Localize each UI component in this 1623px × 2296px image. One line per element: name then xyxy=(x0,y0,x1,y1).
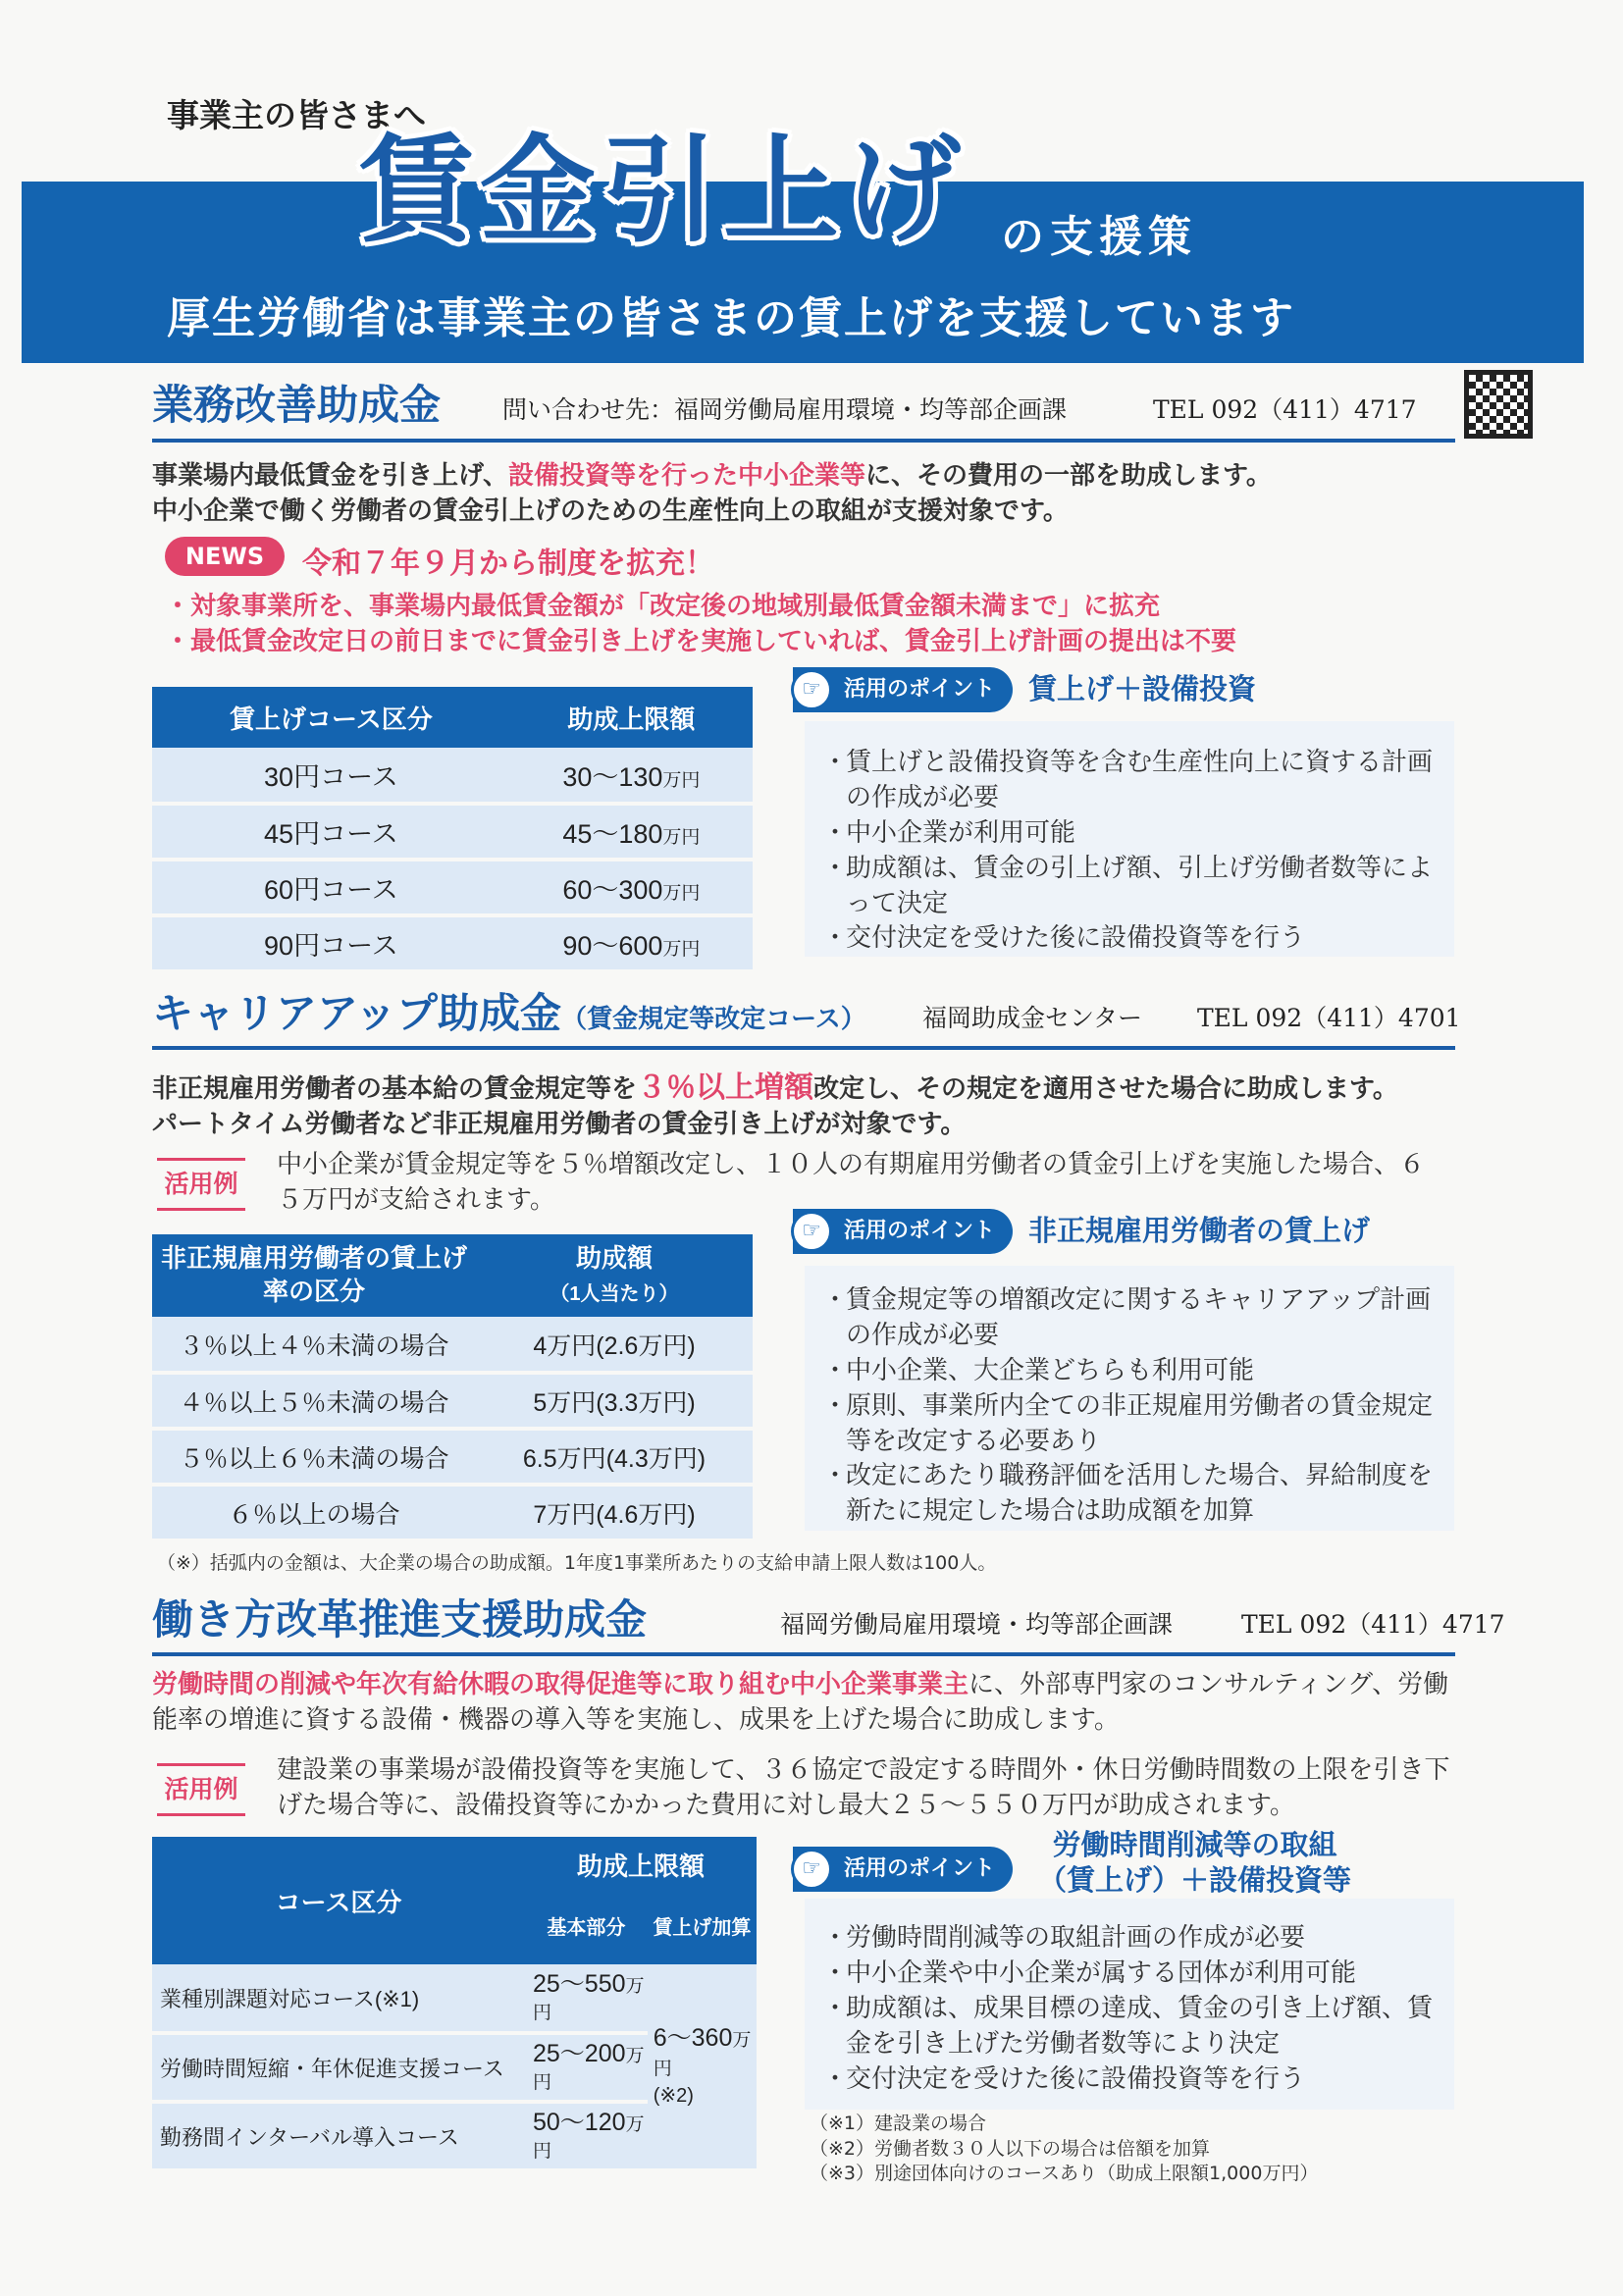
amount-unit: 万円 xyxy=(662,939,701,960)
table-row xyxy=(152,804,753,860)
rate-cell: ３％以上４％未満の場合 xyxy=(152,1317,476,1373)
table-row xyxy=(152,1373,753,1429)
sec2-note: （※）括弧内の金額は、大企業の場合の助成額。1年度1事業所あたりの支給申請上限人数は100人。 xyxy=(157,1552,997,1574)
course-cell: 60円コース xyxy=(152,860,510,915)
sec2-title: キャリアアップ助成金 xyxy=(152,989,562,1037)
add-value: 6～360 xyxy=(653,2023,733,2052)
sec2-body-b: ３％以上増額 xyxy=(637,1070,814,1105)
base-value: 25～200 xyxy=(533,2039,626,2067)
sec1-title: 業務改善助成金 xyxy=(152,381,442,429)
amount-value: 30～130 xyxy=(562,762,663,792)
amount-value: 45～180 xyxy=(562,819,663,849)
sec2-rule xyxy=(152,1046,1455,1050)
sec3-notes xyxy=(810,2112,1318,2187)
amount-cell: 5万円(3.3万円) xyxy=(476,1373,753,1429)
amount-cell xyxy=(510,915,753,971)
sec1-tel: TEL 092（411）4717 xyxy=(1153,395,1417,424)
amount-cell xyxy=(510,860,753,915)
sec2-body-2: パートタイム労働者など非正規雇用労働者の賃金引き上げが対象です。 xyxy=(152,1110,967,1140)
sec3-body-a: 労働時間の削減や年次有給休暇の取得促進等に取り組む中小企業事業主 xyxy=(152,1670,969,1699)
rate-cell: ５％以上６％未満の場合 xyxy=(152,1429,476,1485)
sec3-example-badge: 活用例 xyxy=(157,1763,245,1816)
sec2-point-list xyxy=(822,1283,1440,1530)
sec3-point-title-2: （賃上げ）＋設備投資等 xyxy=(1038,1863,1352,1898)
list-item: ・ 中小企業が利用可能 xyxy=(822,816,1450,852)
table-row xyxy=(152,748,753,804)
pointing-hand-icon: ☞ xyxy=(791,1849,832,1890)
sec1-body xyxy=(152,459,1457,530)
sec2-contact: 福岡助成金センター xyxy=(922,1004,1143,1032)
amount-unit: 万円 xyxy=(662,770,701,791)
sec1-point-badge: 活用のポイント xyxy=(793,667,1013,712)
sec2-table xyxy=(152,1234,753,1542)
rate-cell: ４％以上５％未満の場合 xyxy=(152,1373,476,1429)
sec3-header-add: 賃上げ加算 xyxy=(648,1893,757,1964)
sec3-body-b: に、外部専門家のコンサルティング、労働能率の増進に資する設備・機器の導入等を実施し、成果を上げた場合に助成します。 xyxy=(152,1670,1449,1735)
add-note: (※2) xyxy=(653,2085,694,2108)
note-line: （※3）別途団体向けのコースあり（助成上限額1,000万円） xyxy=(810,2163,1319,2185)
list-item: ・ 原則、事業所内全ての非正規雇用労働者の賃金規定等を改定する必要あり xyxy=(822,1389,1440,1460)
amount-cell: 7万円(4.6万円) xyxy=(476,1485,753,1540)
add-cell xyxy=(648,1964,757,2170)
sec1-point-title: 賃上げ＋設備投資 xyxy=(1028,672,1257,705)
amount-cell: 6.5万円(4.3万円) xyxy=(476,1429,753,1485)
course-cell: 45円コース xyxy=(152,804,510,860)
sec3-body xyxy=(152,1668,1467,1739)
table-row xyxy=(152,1429,753,1485)
sec1-body-a: 事業場内最低賃金を引き上げ、 xyxy=(152,461,508,491)
sec3-table xyxy=(152,1837,757,2172)
header-amount-sub: （1人当たり） xyxy=(550,1283,679,1305)
add-unit: 万円 xyxy=(653,2029,752,2079)
news-heading: 令和７年９月から制度を拡充！ xyxy=(302,547,714,581)
page-title: 賃金引上げ xyxy=(358,123,968,258)
sec1-body-b: 設備投資等を行った中小企業等 xyxy=(507,461,865,491)
sec3-contact: 福岡労働局雇用環境・均等部企画課 xyxy=(780,1610,1174,1639)
list-item: ・ 交付決定を受けた後に設備投資等を行う xyxy=(822,2062,1440,2098)
sec2-table-header: 非正規雇用労働者の賃上げ率の区分 xyxy=(152,1234,476,1317)
sec1-body-2: 中小企業で働く労働者の賃金引上げのための生産性向上の取組が支援対象です。 xyxy=(152,496,1069,526)
page-tagline: 厚生労働省は事業主の皆さまの賃上げを支援しています xyxy=(167,293,1295,343)
sec3-rule xyxy=(152,1652,1455,1656)
sec3-title: 働き方改革推進支援助成金 xyxy=(152,1595,648,1644)
list-item: ・ 労働時間削減等の取組計画の作成が必要 xyxy=(822,1921,1440,1957)
list-item: ・ 賃上げと設備投資等を含む生産性向上に資する計画の作成が必要 xyxy=(822,746,1450,816)
rate-cell: ６％以上の場合 xyxy=(152,1485,476,1540)
table-row xyxy=(152,1317,753,1373)
base-cell xyxy=(525,2102,648,2170)
list-item: ・ 賃金規定等の増額改定に関するキャリアアップ計画の作成が必要 xyxy=(822,1283,1440,1354)
sec2-table-header xyxy=(476,1234,753,1317)
sec1-table xyxy=(152,687,753,973)
list-item: ・ 助成額は、成果目標の達成、賃金の引き上げ額、賃金を引き上げた労働者数等により決定 xyxy=(822,1992,1440,2062)
sec3-point-title-1: 労働時間削減等の取組 xyxy=(1052,1828,1337,1861)
sec2-body-c: 改定し、その規定を適用させた場合に助成します。 xyxy=(813,1074,1398,1104)
pointing-hand-icon: ☞ xyxy=(791,669,832,710)
sec1-contact: 問い合わせ先：福岡労働局雇用環境・均等部企画課 xyxy=(502,395,1068,424)
list-item: ・ 中小企業や中小企業が属する団体が利用可能 xyxy=(822,1957,1440,1992)
news-badge: NEWS xyxy=(165,537,285,576)
note-line: （※2）労働者数３０人以下の場合は倍額を加算 xyxy=(810,2137,1211,2160)
sec3-header-limit: 助成上限額 xyxy=(525,1837,757,1893)
course-cell: 勤務間インターバル導入コース xyxy=(152,2102,525,2170)
audience-label: 事業主の皆さまへ xyxy=(167,96,426,134)
sec2-body-a: 非正規雇用労働者の基本給の賃金規定等を xyxy=(152,1074,638,1104)
header-amount: 助成額 xyxy=(575,1243,653,1274)
amount-value: 60～300 xyxy=(562,875,663,905)
course-cell: 労働時間短縮・年休促進支援コース xyxy=(152,2033,525,2102)
sec2-example-badge: 活用例 xyxy=(157,1158,245,1211)
list-item: ・ 助成額は、賃金の引上げ額、引上げ労働者数等によって決定 xyxy=(822,852,1450,922)
sec3-tel: TEL 092（411）4717 xyxy=(1241,1610,1505,1639)
list-item: ・ 改定にあたり職務評価を活用した場合、昇給制度を新たに規定した場合は助成額を加算 xyxy=(822,1459,1440,1530)
table-row xyxy=(152,915,753,971)
news-item: ・最低賃金改定日の前日までに賃金引き上げを実施していれば、賃金引上げ計画の提出は不要 xyxy=(165,627,1237,656)
course-cell: 業種別課題対応コース(※1) xyxy=(152,1964,525,2033)
news-item: ・対象事業所を、事業場内最低賃金額が「改定後の地域別最低賃金額未満まで」に拡充 xyxy=(165,592,1161,621)
base-unit: 万円 xyxy=(533,2045,645,2093)
table-row xyxy=(152,1485,753,1540)
base-cell xyxy=(525,2033,648,2102)
sec3-header-course: コース区分 xyxy=(152,1837,525,1964)
amount-unit: 万円 xyxy=(662,883,701,904)
sec1-table-header: 助成上限額 xyxy=(510,687,753,748)
page-title-suffix: の支援策 xyxy=(1001,212,1197,262)
sec2-point-title: 非正規雇用労働者の賃上げ xyxy=(1028,1214,1371,1247)
qr-code[interactable] xyxy=(1464,370,1533,439)
sec1-table-header: 賃上げコース区分 xyxy=(152,687,510,748)
note-line: （※1）建設業の場合 xyxy=(810,2113,987,2134)
course-cell: 30円コース xyxy=(152,748,510,804)
amount-cell: 4万円(2.6万円) xyxy=(476,1317,753,1373)
sec2-title-sub: （賃金規定等改定コース） xyxy=(561,1005,866,1034)
sec3-point-badge: 活用のポイント xyxy=(793,1847,1013,1892)
sec3-example-text: 建設業の事業場が設備投資等を実施して、３６協定で設定する時間外・休日労働時間数の上限を引き下げた場合等に、設備投資等にかかった費用に対し最大２５～５５０万円が助成されます。 xyxy=(277,1755,1450,1820)
base-unit: 万円 xyxy=(533,2113,645,2162)
sec2-point-badge: 活用のポイント xyxy=(793,1209,1013,1254)
sec1-point-list xyxy=(822,746,1450,957)
sec2-example-text: 中小企業が賃金規定等を５％増額改定し、１０人の有期雇用労働者の賃金引上げを実施した場合、６５万円が支給されます。 xyxy=(277,1150,1426,1215)
pointing-hand-icon: ☞ xyxy=(791,1211,832,1252)
list-item: ・ 交付決定を受けた後に設備投資等を行う xyxy=(822,921,1450,957)
amount-cell xyxy=(510,748,753,804)
base-value: 50～120 xyxy=(533,2108,626,2136)
base-value: 25～550 xyxy=(533,1969,626,1998)
sec2-body xyxy=(152,1068,1477,1143)
table-row xyxy=(152,1964,757,2033)
base-cell xyxy=(525,1964,648,2033)
amount-value: 90～600 xyxy=(562,931,663,961)
base-unit: 万円 xyxy=(533,1975,645,2023)
sec3-point-list xyxy=(822,1921,1440,2097)
course-cell: 90円コース xyxy=(152,915,510,971)
sec1-rule xyxy=(152,439,1455,443)
sec3-header-base: 基本部分 xyxy=(525,1893,648,1964)
amount-cell xyxy=(510,804,753,860)
amount-unit: 万円 xyxy=(662,827,701,848)
sec2-tel: TEL 092（411）4701 xyxy=(1197,1004,1461,1032)
sec3-point-title xyxy=(1038,1827,1351,1899)
sec2-title-wrap xyxy=(152,991,866,1036)
table-row xyxy=(152,860,753,915)
sec1-body-c: に、その費用の一部を助成します。 xyxy=(864,461,1272,491)
list-item: ・ 中小企業、大企業どちらも利用可能 xyxy=(822,1354,1440,1389)
